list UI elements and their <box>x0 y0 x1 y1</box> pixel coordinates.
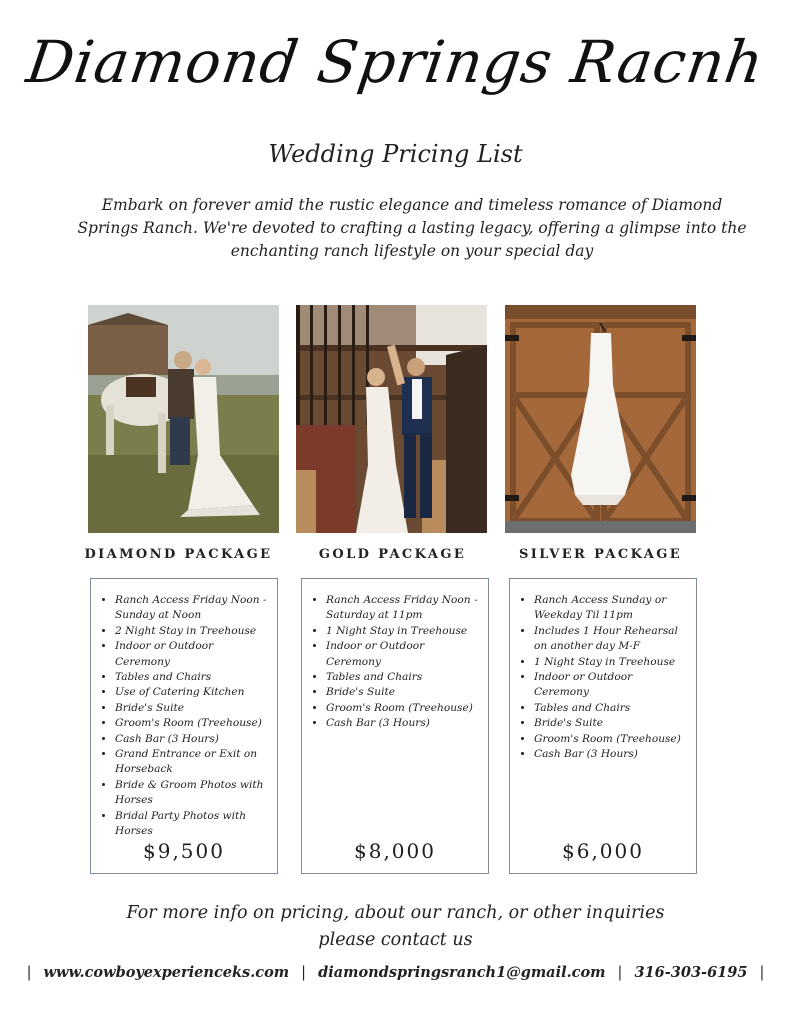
list-item: • Ranch Access Friday Noon - Saturday at 11pm <box>326 593 480 624</box>
gold-package-price: $8,000 <box>354 839 436 863</box>
email-link[interactable]: diamondspringsranch1@gmail.com <box>318 964 606 981</box>
list-item: • Groom's Room (Treehouse) <box>534 732 688 747</box>
intro-paragraph: Embark on forever amid the rustic elegance and timeless romance of Diamond Springs Ranch. We're devoted to crafting a lasting legacy, offering a glimpse into the enchanting ranch lifestyle on your special day <box>77 196 747 260</box>
list-item: • Cash Bar (3 Hours) <box>326 716 480 731</box>
diamond-package-photo <box>88 305 279 533</box>
footer-separator: | <box>617 965 623 981</box>
list-item: • Indoor or Outdoor Ceremony <box>115 639 269 670</box>
footer-separator: | <box>26 965 32 981</box>
silver-package-card <box>509 578 697 874</box>
list-item: • Indoor or Outdoor Ceremony <box>534 670 688 701</box>
gold-package-photo <box>296 305 487 533</box>
phone-number[interactable]: 316-303-6195 <box>634 964 748 981</box>
diamond-package-title: DIAMOND PACKAGE <box>84 547 273 562</box>
silver-package-title: SILVER PACKAGE <box>518 547 683 562</box>
contact-line-2: please contact us <box>318 930 473 950</box>
list-item: • Cash Bar (3 Hours) <box>115 732 269 747</box>
list-item: • Ranch Access Sunday or Weekday Til 11pm <box>534 593 688 624</box>
list-item: • Bridal Party Photos with Horses <box>115 809 269 840</box>
brand-title: Diamond Springs Racnh <box>22 28 769 96</box>
list-item: • Tables and Chairs <box>115 670 269 685</box>
list-item: • 1 Night Stay in Treehouse <box>534 655 688 670</box>
list-item: • 1 Night Stay in Treehouse <box>326 624 480 639</box>
gold-package-features <box>302 579 488 732</box>
contact-line-1: For more info on pricing, about our ranch, or other inquiries <box>126 903 665 923</box>
list-item: • Bride's Suite <box>115 701 269 716</box>
diamond-package-price: $9,500 <box>143 839 225 863</box>
diamond-package-card <box>90 578 278 874</box>
list-item: • Tables and Chairs <box>534 701 688 716</box>
list-item: • Indoor or Outdoor Ceremony <box>326 639 480 670</box>
footer-separator: | <box>759 965 765 981</box>
contact-footer <box>0 964 791 981</box>
diamond-package-features <box>91 579 277 840</box>
list-item: • Grand Entrance or Exit on Horseback <box>115 747 269 778</box>
website-link[interactable]: www.cowboyexperienceks.com <box>43 964 290 981</box>
list-item: • Use of Catering Kitchen <box>115 685 269 700</box>
list-item: • Bride & Groom Photos with Horses <box>115 778 269 809</box>
silver-package-features <box>510 579 696 762</box>
list-item: • Ranch Access Friday Noon - Sunday at Noon <box>115 593 269 624</box>
list-item: • 2 Night Stay in Treehouse <box>115 624 269 639</box>
silver-package-photo <box>505 305 696 533</box>
list-item: • Groom's Room (Treehouse) <box>115 716 269 731</box>
list-item: • Tables and Chairs <box>326 670 480 685</box>
list-item: • Bride's Suite <box>534 716 688 731</box>
list-item: • Cash Bar (3 Hours) <box>534 747 688 762</box>
page-subtitle: Wedding Pricing List <box>268 140 523 168</box>
list-item: • Groom's Room (Treehouse) <box>326 701 480 716</box>
silver-package-price: $6,000 <box>562 839 644 863</box>
gold-package-card <box>301 578 489 874</box>
footer-separator: | <box>301 965 307 981</box>
list-item: • Includes 1 Hour Rehearsal on another day M-F <box>534 624 688 655</box>
contact-message <box>0 900 791 954</box>
gold-package-title: GOLD PACKAGE <box>318 547 467 562</box>
list-item: • Bride's Suite <box>326 685 480 700</box>
